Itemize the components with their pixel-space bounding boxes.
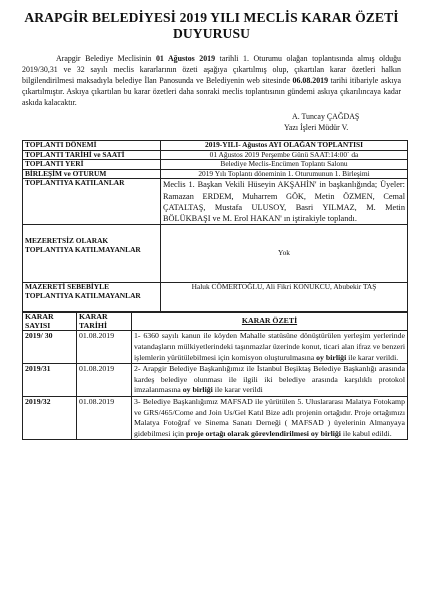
excused-row	[23, 283, 408, 312]
intro-text-3: tarihi itibariyle askıya çıkartılmıştır. Askıya çıkartılan bu karar özetleri daha sonraki meclis toplantısının gündemi askıya çıkarılıncaya kadar askıda kalacaktır.	[22, 76, 401, 107]
meeting-row-label: BİRLEŞİM ve OTURUM	[23, 169, 161, 179]
signatory-title: Yazı İşleri Müdür V.	[284, 122, 349, 132]
title-line-1: ARAPGİR BELEDİYESİ 2019 YILI MECLİS KARAR ÖZETİ	[24, 10, 399, 25]
unexcused-label: MEZERETSİZ OLARAK TOPLANTIYA KATILMAYANLAR	[23, 225, 161, 283]
decision-row	[23, 331, 408, 364]
decision-summary	[132, 331, 408, 364]
decision-summary	[132, 364, 408, 397]
header-decision-number: KARAR SAYISI	[23, 313, 77, 331]
decision-vote: proje ortağı olarak görevlendirilmesi oy birliği	[185, 428, 341, 438]
notice-page	[0, 10, 423, 600]
decision-tail: ile karar verildi	[212, 385, 263, 395]
decision-number: 2019/ 30	[23, 331, 77, 364]
meeting-row-label: TOPLANTI DÖNEMİ	[23, 141, 161, 151]
document-title	[22, 10, 401, 42]
meeting-row-label: TOPLANTI YERİ	[23, 160, 161, 170]
meeting-row	[23, 141, 408, 151]
meeting-info-table	[22, 140, 408, 312]
signature-block	[284, 112, 401, 133]
decision-tail: ile kabul edildi.	[340, 428, 392, 438]
header-decision-date: KARAR TARİHİ	[77, 313, 132, 331]
intro-text-1: Arapgir Belediye Meclisinin	[56, 54, 156, 63]
intro-paragraph	[22, 53, 401, 108]
meeting-row-value: 2019-YILI- Ağustos AYI OLAĞAN TOPLANTISI	[161, 141, 408, 151]
decision-number: 2019/31	[23, 364, 77, 397]
decision-summary	[132, 396, 408, 439]
title-line-2: DUYURUSU	[172, 26, 251, 41]
attendees-label: TOPLANTIYA KATILANLAR	[23, 179, 161, 225]
meeting-row-label: TOPLANTI TARİHİ ve SAATİ	[23, 150, 161, 160]
decision-text: 1- 6360 sayılı kanun ile köyden Mahalle statüsüne dönüştürülen yerleşim yerlerinde vatandaşların mülkiyetlerindeki taşınmazlar üzerinde konut, ticari alan ifraz ve benzeri işlemlerin yürütülebilmesi için komisyon oluşturulmasına	[134, 331, 405, 362]
posting-date: 06.08.2019	[292, 76, 329, 85]
decisions-table	[22, 312, 408, 440]
decision-row	[23, 396, 408, 439]
decision-date: 01.08.2019	[77, 396, 132, 439]
excused-value: Haluk CÖMERTOĞLU, Ali Fikri KONUKCU, Abubekir TAŞ	[161, 283, 408, 312]
header-decision-summary: KARAR ÖZETİ	[132, 313, 408, 331]
meeting-row-value: 01 Ağustos 2019 Perşembe Günü SAAT:14:00` da	[161, 150, 408, 160]
excused-label: MAZERETİ SEBEBİYLE TOPLANTIYA KATILMAYANLAR	[23, 283, 161, 312]
decision-date: 01.08.2019	[77, 331, 132, 364]
unexcused-row	[23, 225, 408, 283]
decision-text: 2- Arapgir Belediye Başkanlığımız ile İstanbul Beşiktaş Belediye Başkanlığı arasında kardeş belediye olunması ile ilgili iki belediye arasında karşılıklı protokol imzalanmasına	[134, 364, 405, 395]
signatory-name: A. Tuncay ÇAĞDAŞ	[292, 112, 360, 121]
decision-vote: oy birliği	[316, 352, 347, 362]
meeting-row-value: Belediye Meclis-Encümen Toplantı Salonu	[161, 160, 408, 170]
decision-number: 2019/32	[23, 396, 77, 439]
meeting-date: 01 Ağustos 2019	[155, 54, 216, 63]
attendees-row	[23, 179, 408, 225]
decision-vote: oy birliği	[182, 385, 213, 395]
decision-text: 3- Belediye Başkanlığımız MAFSAD ile yürütülen 5. Uluslararası Malatya Fotokamp ve GRS/465/Come and Join Us/Gel Katıl Bize adlı projenin ortağıdır. Proje ortağımızı Malatya Fotoğraf ve Sinema Sanatı Derneği ( MAFSAD ) üyelerinin Almanyaya gidebilmesi için	[134, 396, 405, 438]
decision-row	[23, 364, 408, 397]
decisions-header-row	[23, 313, 408, 331]
decision-tail: ile karar verildi.	[346, 352, 399, 362]
intro-text-2: tarihli 1. Oturumu olağan toplantısında almış olduğu 2019/30,31 ve 32 sayılı meclis kararlarının özeti aşağıya çıkartılmış olup, çıkartılan karar özetleri halkın bilgilendirilmesi maksadıyla belediye İlan Panosunda ve Belediyenin web sitesinde	[22, 54, 401, 85]
meeting-row-value: 2019 Yılı Toplantı döneminin 1. Oturumunun 1. Birleşimi	[161, 169, 408, 179]
unexcused-value: Yok	[161, 225, 408, 283]
decision-date: 01.08.2019	[77, 364, 132, 397]
meeting-row	[23, 160, 408, 170]
attendees-text: Meclis 1. Başkan Vekili Hüseyin AKŞAHİN' in başkanlığında; Üyeler: Ramazan ERDEM, Muharrem GÖK, Metin ÖZMEN, Cemal ÇATALTAŞ, Mustafa ULUSOY, Basri YILMAZ, M. Metin BÖLÜKBAŞI ve M. Erol HAKAN' ın iştirakiyle toplandı.	[161, 179, 408, 225]
